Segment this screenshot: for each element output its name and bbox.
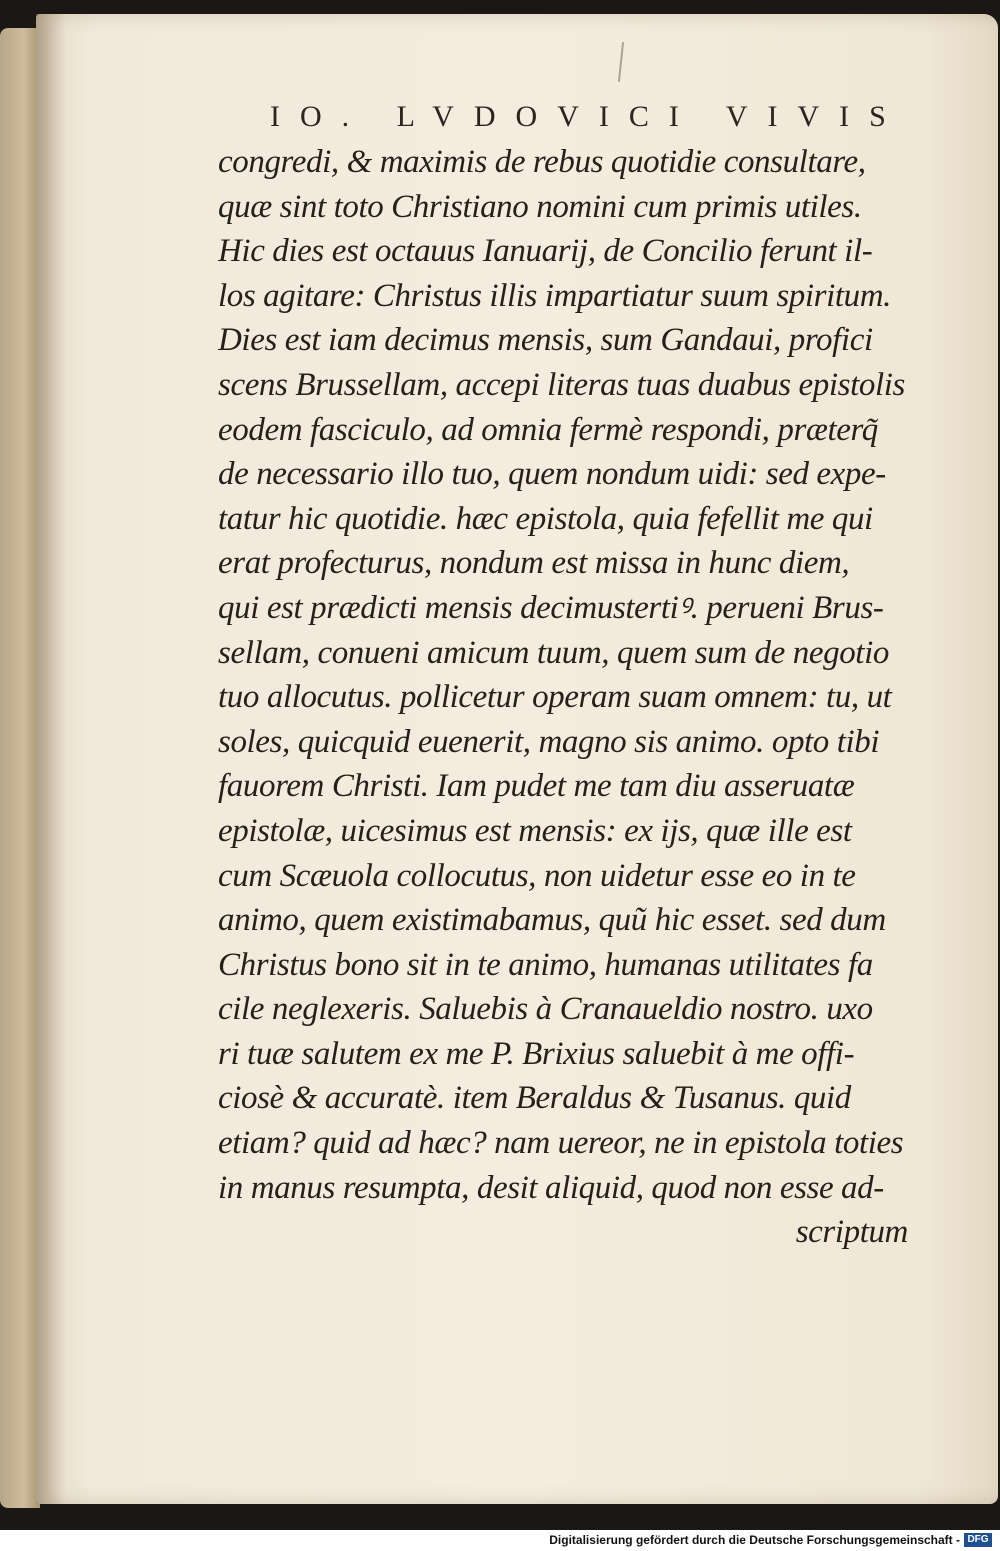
text-line: Christus bono sit in te animo, humanas utilitates fa — [218, 946, 873, 983]
text-line: etiam? quid ad hæc? nam uereor, ne in epistola toties — [218, 1125, 904, 1162]
text-line: ri tuæ salutem ex me P. Brixius saluebit à me offi- — [218, 1035, 855, 1072]
text-line: soles, quicquid euenerit, magno sis animo. opto tibi — [218, 723, 880, 760]
catchword: scriptum — [795, 1214, 908, 1251]
text-line: epistolæ, uicesimus est mensis: ex ijs, quæ ille est — [218, 812, 852, 849]
text-line: erat profecturus, nondum est missa in hunc diem, — [218, 545, 850, 582]
text-line: quæ sint toto Christiano nomini cum primis utiles. — [218, 188, 862, 225]
page-gutter-shadow — [36, 14, 66, 1504]
text-line: cile neglexeris. Saluebis à Cranaueldio nostro. uxo — [218, 991, 873, 1028]
text-line: tuo allocutus. pollicetur operam suam omnem: tu, ut — [218, 679, 892, 716]
text-line: Hic dies est octauus Ianuarij, de Concilio ferunt il- — [218, 233, 873, 270]
running-head: IO. LVDOVICI VIVIS — [270, 100, 906, 133]
text-line: sellam, conueni amicum tuum, quem sum de negotio — [218, 634, 889, 671]
text-line: scens Brussellam, accepi literas tuas duabus epistolis — [218, 366, 905, 403]
text-line: congredi, & maximis de rebus quotidie consultare, — [218, 144, 866, 180]
digitization-credit: Digitalisierung gefördert durch die Deutsche Forschungsgemeinschaft - — [549, 1533, 960, 1547]
book-cover-edge — [0, 28, 40, 1508]
text-line: ciosè & accuratè. item Beraldus & Tusanus. quid — [218, 1080, 851, 1117]
text-line: animo, quem existimabamus, quũ hic esset. sed dum — [218, 902, 886, 939]
text-line: los agitare: Christus illis impartiatur suum spiritum. — [218, 277, 892, 314]
text-line: Dies est iam decimus mensis, sum Gandaui, profici — [218, 322, 873, 359]
text-line: eodem fasciculo, ad omnia fermè respondi, præterq̃ — [218, 411, 878, 448]
text-line: de necessario illo tuo, quem nondum uidi: sed expe- — [218, 456, 886, 493]
body-text — [218, 140, 908, 1255]
text-line: tatur hic quotidie. hæc epistola, quia fefellit me qui — [218, 500, 873, 537]
text-line: cum Scæuola collocutus, non uidetur esse eo in te — [218, 857, 856, 894]
text-line: in manus resumpta, desit aliquid, quod non esse ad- — [218, 1169, 884, 1206]
dfg-logo: DFG — [964, 1533, 992, 1547]
text-line: fauorem Christi. Iam pudet me tam diu asseruatæ — [218, 768, 855, 805]
text-line: qui est prædicti mensis decimustertiꝰ. perueni Brus- — [218, 589, 884, 626]
